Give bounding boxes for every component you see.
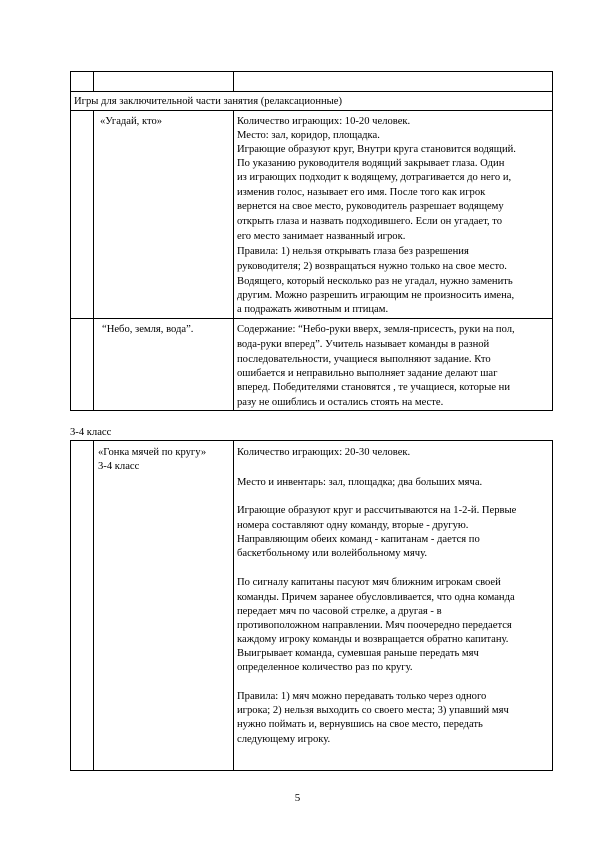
desc-line: Место: зал, коридор, площадка. (237, 130, 380, 141)
section-title: Игры для заключительной части занятия (релаксационные) (74, 96, 342, 107)
page-number: 5 (294, 792, 301, 804)
desc-line: определенное количество раз по кругу. (237, 662, 413, 673)
game-name: “Небо, земля, вода”. (102, 324, 194, 335)
desc-line: ошибается и неправильно выполняет задание делают шаг (237, 368, 498, 379)
desc-line: руководителя; 2) возвращаться нужно только на свое место. (237, 261, 507, 272)
table-border (70, 318, 553, 319)
desc-line: По указанию руководителя водящий закрывает глаза. Один (237, 158, 505, 169)
desc-line: По сигналу капитаны пасуют мяч ближним игрокам своей (237, 577, 501, 588)
desc-line: номера составляют одну команду, вторые - другую. (237, 520, 469, 531)
game-name: «Угадай, кто» (100, 116, 163, 127)
desc-line: а подражать животным и птицам. (237, 304, 389, 315)
table-border (70, 71, 553, 72)
desc-line: открыть глаза и назвать подходившего. Если он угадает, то (237, 216, 503, 227)
desc-line: Содержание: “Небо-руки вверх, земля-присесть, руки на пол, (237, 324, 515, 335)
desc-line: Правила: 1) мяч можно передавать только через одного (237, 691, 487, 702)
table-border (93, 71, 94, 91)
table-border (233, 440, 234, 771)
game-grade: 3-4 класс (98, 461, 140, 472)
desc-line: вода-руки вперед”. Учитель называет команды в разной (237, 339, 490, 350)
desc-line: Играющие образуют круг и рассчитываются на 1-2-й. Первые (237, 505, 517, 516)
table-border (70, 770, 553, 771)
table-border (70, 91, 553, 92)
table-border (552, 71, 553, 411)
table-border (70, 410, 553, 411)
desc-line: игрока; 2) нельзя выходить со своего места; 3) упавший мяч (237, 705, 509, 716)
table-border (70, 440, 553, 441)
table-border (70, 71, 71, 411)
desc-line: Место и инвентарь: зал, площадка; два больших мяча. (237, 477, 483, 488)
desc-line: его место занимает названный игрок. (237, 231, 406, 242)
desc-line: вперед. Победителями становятся , те учащиеся, которые ни (237, 382, 511, 393)
desc-line: Выигрывает команда, сумевшая раньше передать мяч (237, 648, 479, 659)
game-name: «Гонка мячей по кругу» (98, 447, 207, 458)
desc-line: следующему игроку. (237, 734, 331, 745)
desc-line: разу не ошиблись и остались стоять на месте. (237, 397, 444, 408)
desc-line: из играющих подходит к водящему, дотрагивается до него и, (237, 172, 512, 183)
desc-line: баскетбольному или волейбольному мячу. (237, 548, 427, 559)
desc-line: команды. Причем заранее обусловливается, что одна команда (237, 592, 515, 603)
table-border (70, 110, 553, 111)
table-border (93, 440, 94, 771)
table-border (233, 110, 234, 410)
desc-line: изменив голос, называет его имя. После того как игрок (237, 187, 486, 198)
desc-line: Правила: 1) нельзя открывать глаза без разрешения (237, 246, 469, 257)
desc-line: другим. Можно разрешить играющим не произносить имена, (237, 290, 515, 301)
table-border (233, 71, 234, 91)
desc-line: вернется на свое место, руководитель разрешает водящему (237, 201, 504, 212)
desc-line: Количество играющих: 20-30 человек. (237, 447, 411, 458)
desc-line: Играющие образуют круг, Внутри круга становится водящий. (237, 144, 516, 155)
table-border (70, 440, 71, 771)
desc-line: передает мяч по часовой стрелке, а другая - в (237, 606, 442, 617)
desc-line: нужно поймать и, вернувшись на свое место, передать (237, 719, 483, 730)
desc-line: Водящего, который несколько раз не угадал, нужно заменить (237, 276, 513, 287)
desc-line: Направляющим обеих команд - капитанам - дается по (237, 534, 480, 545)
desc-line: каждому игроку команды и возвращается обратно капитану. (237, 634, 509, 645)
desc-line: Количество играющих: 10-20 человек. (237, 116, 411, 127)
table-border (93, 110, 94, 410)
table-border (552, 440, 553, 771)
desc-line: противоположном направлении. Мяч поочередно передается (237, 620, 512, 631)
desc-line: последовательности, учащиеся выполняют задание. Кто (237, 354, 491, 365)
grade-label: 3-4 класс (70, 427, 112, 438)
